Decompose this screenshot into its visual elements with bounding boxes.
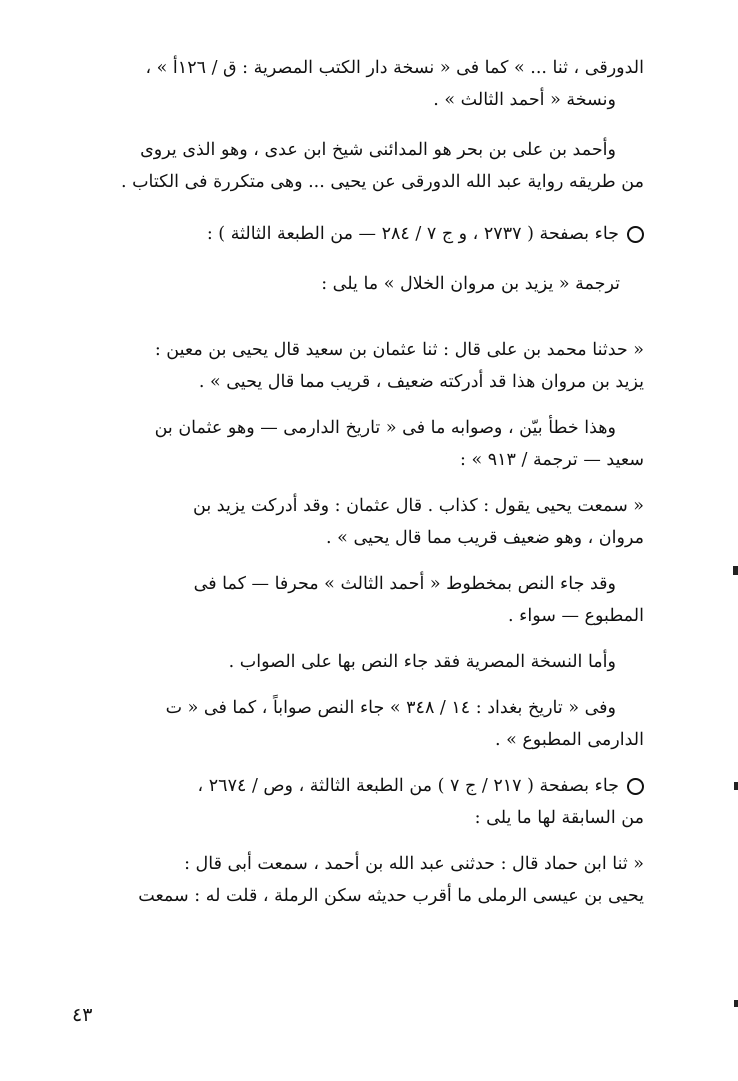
text-line: سعيد — ترجمة / ٩١٣ » : xyxy=(459,450,644,470)
quote-line: « ثنا ابن حماد قال : حدثنى عبد الله بن أحمد ، سمعت أبى قال : xyxy=(184,854,644,874)
text-line: وفى « تاريخ بغداد : ١٤ / ٣٤٨ » جاء النص صواباً ، كما فى « ت xyxy=(165,698,616,718)
quote-line: « حدثنا محمد بن على قال : ثنا عثمان بن سعيد قال يحيى بن معين : xyxy=(154,340,644,360)
text-line: المطبوع — سواء . xyxy=(508,606,644,626)
quote-line: « سمعت يحيى يقول : كذاب . قال عثمان : وقد أدركت يزيد بن xyxy=(193,496,644,516)
text-line: وهذا خطأ بيّن ، وصوابه ما فى « تاريخ الدارمى — وهو عثمان بن xyxy=(154,418,616,438)
page-body xyxy=(76,52,644,912)
text-line: جاء بصفحة ( ٢١٧ / ج ٧ ) من الطبعة الثالثة ، وص / ٢٦٧٤ ، xyxy=(197,776,619,796)
text-line: ونسخة « أحمد الثالث » . xyxy=(433,90,616,110)
text-line: وأما النسخة المصرية فقد جاء النص بها على الصواب . xyxy=(228,652,616,672)
scan-mark xyxy=(734,1000,738,1007)
text-line: جاء بصفحة ( ٢٧٣٧ ، و ج ٧ / ٢٨٤ — من الطبعة الثالثة ) : xyxy=(206,224,619,244)
text-line: من طريقه رواية عبد الله الدورقى عن يحيى ... وهى متكررة فى الكتاب . xyxy=(120,172,644,192)
text-line: وقد جاء النص بمخطوط « أحمد الثالث » محرفا — كما فى xyxy=(193,574,616,594)
text-line: وأحمد بن على بن بحر هو المدائنى شيخ ابن عدى ، وهو الذى يروى xyxy=(140,140,616,160)
text-line: الدارمى المطبوع » . xyxy=(494,730,644,750)
scan-mark xyxy=(734,782,738,790)
text-line: ترجمة « يزيد بن مروان الخلال » ما يلى : xyxy=(321,274,620,294)
quote-line: مروان ، وهو ضعيف قريب مما قال يحيى » . xyxy=(326,528,644,548)
page-number: ٤٣ xyxy=(72,1004,93,1026)
text-line: الدورقى ، ثنا ... » كما فى « نسخة دار الكتب المصرية : ق / ١٢٦أ » ، xyxy=(145,58,644,78)
circle-bullet-icon xyxy=(627,226,644,243)
text-line: من السابقة لها ما يلى : xyxy=(474,808,644,828)
quote-line: يزيد بن مروان هذا قد أدركته ضعيف ، قريب مما قال يحيى » . xyxy=(198,372,644,392)
bullet-line xyxy=(76,770,644,802)
circle-bullet-icon xyxy=(627,778,644,795)
scan-mark xyxy=(733,566,738,575)
quote-line: يحيى بن عيسى الرملى ما أقرب حديثه سكن الرملة ، قلت له : سمعت xyxy=(138,886,644,906)
bullet-line xyxy=(76,218,644,250)
